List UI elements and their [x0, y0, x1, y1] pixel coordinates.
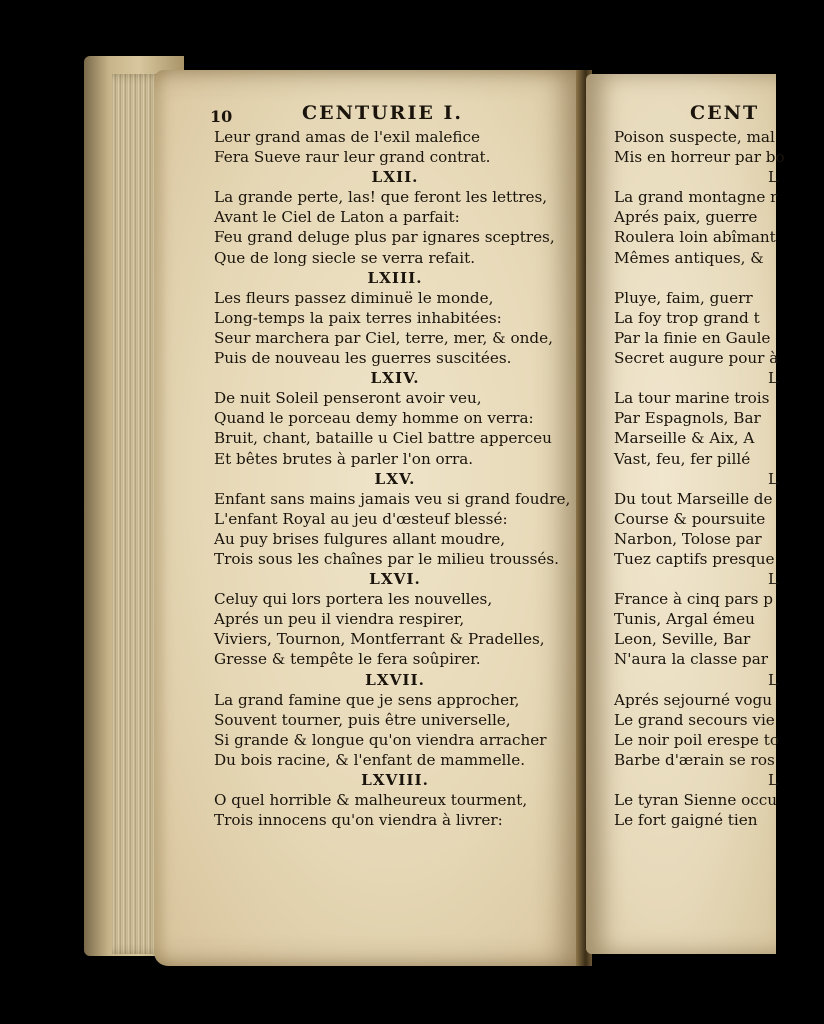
verse-line: Fera Sueve raur leur grand contrat.: [214, 148, 491, 167]
verse-line: Aprés paix, guerre: [614, 208, 758, 227]
verse-line: Du tout Marseille de: [614, 489, 773, 508]
quatrain-number: L: [768, 469, 779, 488]
quatrain-number: L: [768, 670, 779, 689]
verse-line: Mêmes antiques, &: [614, 248, 764, 267]
verse-line: La grand montagne r: [614, 188, 778, 207]
verse-line: Long-temps la paix terres inhabitées:: [214, 308, 502, 327]
running-head-right: CENT: [690, 102, 760, 124]
verse-line: La foy trop grand t: [614, 308, 760, 327]
verse-line: Celuy qui lors portera les nouvelles,: [214, 590, 493, 609]
verse-line: Trois sous les chaînes par le milieu troussés.: [214, 549, 560, 568]
verse-line: Course & poursuite: [614, 509, 766, 528]
line-gap: [610, 268, 776, 288]
verse-line: Le noir poil erespe to: [614, 730, 779, 749]
verse-line: O quel horrible & malheureux tourment,: [214, 791, 528, 810]
verse-line: Que de long siecle se verra refait.: [214, 248, 476, 267]
verse-line: Secret augure pour à: [614, 349, 779, 368]
quatrain-number: LXVII.: [365, 670, 425, 689]
quatrain-number: LXVI.: [369, 570, 421, 589]
quatrain-number: L: [768, 168, 779, 187]
verse-line: Quand le porceau demy homme on verra:: [214, 409, 534, 428]
running-head: CENTURIE I.: [302, 102, 463, 124]
verse-line: Marseille & Aix, A: [614, 429, 755, 448]
verse-line: De nuit Soleil penseront avoir veu,: [214, 389, 482, 408]
verse-line: Narbon, Tolose par: [614, 529, 762, 548]
quatrain-number: LXIV.: [370, 369, 420, 388]
page-number: 10: [210, 107, 233, 126]
verse-line: Aprés sejourné vogu: [614, 690, 773, 709]
verse-line: La tour marine trois: [614, 389, 770, 408]
verse-line: Avant le Ciel de Laton a parfait:: [214, 208, 460, 227]
verse-line: La grand famine que je sens approcher,: [214, 690, 520, 709]
verse-line: Trois innocens qu'on viendra à livrer:: [214, 811, 503, 830]
verse-line: Leon, Seville, Bar: [614, 630, 751, 649]
verse-line: Au puy brises fulgures allant moudre,: [214, 529, 506, 548]
verse-line: Viviers, Tournon, Montferrant & Pradelles,: [214, 630, 545, 649]
verse-line: Le tyran Sienne occu: [614, 791, 778, 810]
quatrain-number: LXVIII.: [361, 771, 429, 789]
verse-line: Mis en horreur par bo: [614, 148, 785, 167]
verse-line: Du bois racine, & l'enfant de mammelle.: [214, 750, 526, 769]
left-page-header: [210, 103, 582, 127]
verse-line: N'aura la classe par: [614, 650, 769, 669]
verse-line: Tunis, Argal émeu: [614, 610, 755, 629]
verse-line: France à cinq pars p: [614, 590, 773, 609]
verse-line: Et bêtes brutes à parler l'on orra.: [214, 449, 474, 468]
verse-line: Roulera loin abîmant: [614, 228, 776, 247]
verse-line: Seur marchera par Ciel, terre, mer, & onde,: [214, 328, 553, 347]
quatrain-number: LXV.: [374, 469, 416, 488]
left-page-text: [210, 103, 582, 843]
verse-line: Vast, feu, fer pillé: [614, 449, 751, 468]
verse-line: Enfant sans mains jamais veu si grand foudre,: [214, 489, 571, 508]
verse-line: Souvent tourner, puis être universelle,: [214, 710, 511, 729]
quatrain-number: L: [768, 771, 779, 789]
quatrain-number: L: [768, 570, 779, 589]
left-page-lines: [210, 127, 582, 830]
verse-line: Feu grand deluge plus par ignares sceptres,: [214, 228, 555, 247]
right-page-text: [610, 102, 785, 843]
verse-line: Bruit, chant, bataille u Ciel battre apperceu: [214, 429, 552, 448]
verse-line: Gresse & tempête le fera soûpirer.: [214, 650, 481, 669]
verse-line: Leur grand amas de l'exil malefice: [214, 128, 481, 146]
quatrain-number: L: [768, 369, 779, 388]
verse-line: Le grand secours vie: [614, 710, 775, 729]
verse-line: Aprés un peu il viendra respirer,: [214, 610, 465, 629]
quatrain-number: LXIII.: [367, 268, 423, 287]
verse-line: Barbe d'ærain se ros: [614, 750, 775, 769]
verse-line: Par Espagnols, Bar: [614, 409, 761, 428]
verse-line: Les fleurs passez diminuë le monde,: [214, 288, 494, 307]
quatrain-number: LXII.: [371, 168, 419, 187]
right-page-lines: [610, 127, 785, 830]
verse-line: Pluye, faim, guerr: [614, 288, 753, 307]
verse-line: Le fort gaigné tien: [614, 811, 758, 830]
verse-line: Puis de nouveau les guerres suscitées.: [214, 349, 512, 368]
verse-line: Par la finie en Gaule: [614, 328, 771, 347]
right-page-header: [610, 103, 776, 127]
verse-line: L'enfant Royal au jeu d'œsteuf blessé:: [214, 509, 508, 528]
verse-line: Si grande & longue qu'on viendra arracher: [214, 730, 547, 749]
verse-line: Tuez captifs presque: [614, 549, 775, 568]
verse-line: Poison suspecte, mal: [614, 128, 775, 146]
verse-line: La grande perte, las! que feront les lettres,: [214, 188, 548, 207]
